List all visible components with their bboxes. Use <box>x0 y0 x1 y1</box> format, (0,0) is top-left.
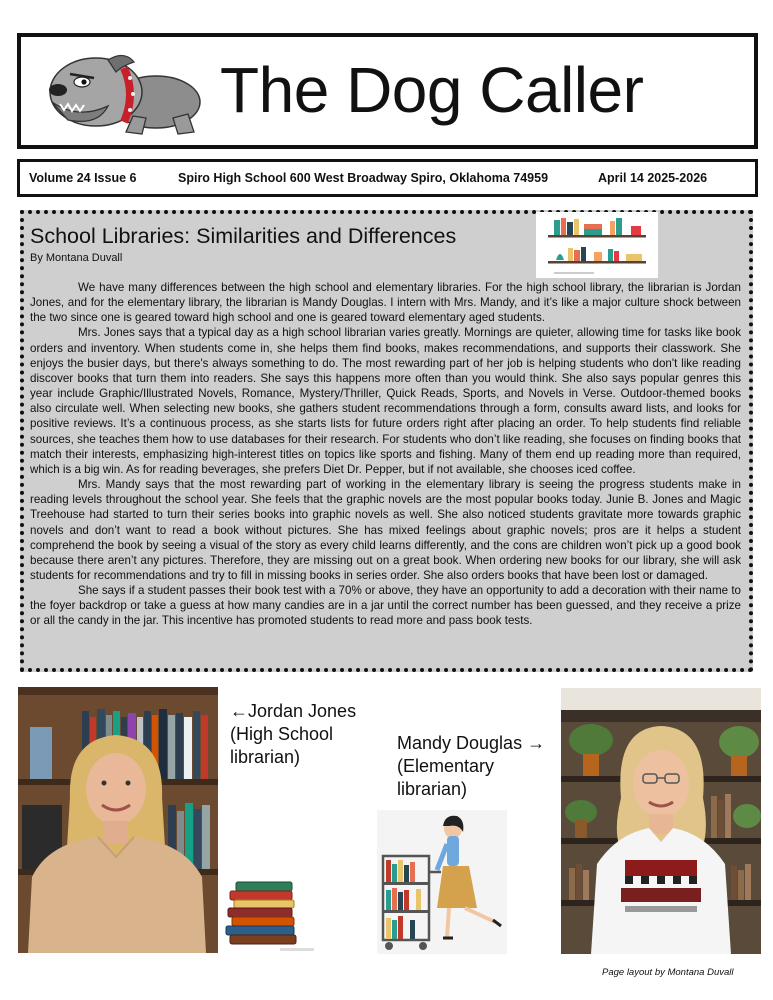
article-paragraph: We have many differences between the high school and elementary libraries. For the high school library, the librarian is Jordan Jones, and for the elementary library, the librarian is Mandy Douglas. I intern with Mrs. Mandy, and it’s like a major culture shock between the two since one is geared toward high school and one is geared toward elementary aged students. <box>30 281 741 325</box>
bookshelf-icon <box>536 212 658 278</box>
bulldog-mascot-icon <box>38 46 210 138</box>
article-body <box>30 280 741 629</box>
caption-line: Mandy Douglas → <box>397 733 546 753</box>
mandy-douglas-photo <box>561 688 761 954</box>
caption-line: librarian) <box>230 747 301 767</box>
issue-date: April 14 2025-2026 <box>598 171 708 185</box>
jordan-jones-photo <box>18 687 218 953</box>
masthead <box>17 33 758 149</box>
caption-line: librarian) <box>397 779 468 799</box>
book-stack-icon <box>222 878 320 954</box>
issue-info-bar <box>17 159 758 197</box>
jordan-jones-caption <box>230 700 356 769</box>
school-address: Spiro High School 600 West Broadway Spiro, Oklahoma 74959 <box>178 171 549 185</box>
article-paragraph: She says if a student passes their book test with a 70% or above, they have an opportunity to add a decoration with their name to the foyer backdrop or take a guess at how many candies are in a jar until the correct number has been guessed, and they receive a prize or all the candy in the jar. This incentive has promoted students to read more and pass book tests. <box>30 584 741 628</box>
article-box <box>20 210 753 672</box>
article-paragraph: Mrs. Mandy says that the most rewarding part of working in the elementary library is seeing the progress students make in reading levels throughout the school year. She feels that the graphic novels are the most popular books today. Junie B. Jones and Magic Treehouse had started to turn their series books into graphic novels as well. She also noticed students gravitate more towards graphic novels and don’t want to read a book without pictures. She has mixed feelings about graphic novels; pros are it helps a student comprehend the book by seeing a visual of the story as every child learns differently, and the cons are children won’t pick up a good book because there aren’t any pictures. Therefore, they are missing out on a great book. When ordering new books for our library, she will ask students for recommendations and try to fill in missing books in series order. She also orders books that have been lost or damaged. <box>30 478 741 582</box>
article-byline: By Montana Duvall <box>30 252 123 264</box>
article-headline: School Libraries: Similarities and Differences <box>30 224 457 248</box>
newspaper-title: The Dog Caller <box>220 54 644 126</box>
page-layout-credit: Page layout by Montana Duvall <box>602 967 734 978</box>
caption-line: (Elementary <box>397 756 495 776</box>
librarian-cart-icon <box>377 810 507 954</box>
mandy-douglas-caption <box>397 732 545 801</box>
volume-issue: Volume 24 Issue 6 <box>29 171 137 185</box>
article-paragraph: Mrs. Jones says that a typical day as a high school librarian varies greatly. Mornings are quieter, allowing time for tasks like book orders and inventory. When students come in, she helps them find books, makes recommendations, and supports their classwork. She enjoys the busier days, but there's always something to do. The most rewarding part of her job is helping students who don't like reading discover books that turn them into readers. She says this happens more often than you would think. She also says popular genres this year include Graphic/Illustrated Novels, Romance, Mystery/Thriller, Quick Reads, Sports, and Novels in Verse. Outdoor-themed books also circulate well. When selecting new books, she gathers student recommendations through a form, consults award lists, and looks for positive reviews. It’s a continuous process, as she starts lists for future orders right after placing an order. To help students find reliable sources, she teaches them how to use databases for their research. For students who don’t like reading, she focuses on finding books that match their interests, emphasizing high-interest titles on topics like sports and fishing. Many of them end up reading more than required, which is a big win. As for reading beverages, she prefers Diet Dr. Pepper, but if not available, she chooses iced coffee. <box>30 326 741 476</box>
caption-line: ←Jordan Jones <box>230 701 357 721</box>
caption-line: (High School <box>230 724 334 744</box>
